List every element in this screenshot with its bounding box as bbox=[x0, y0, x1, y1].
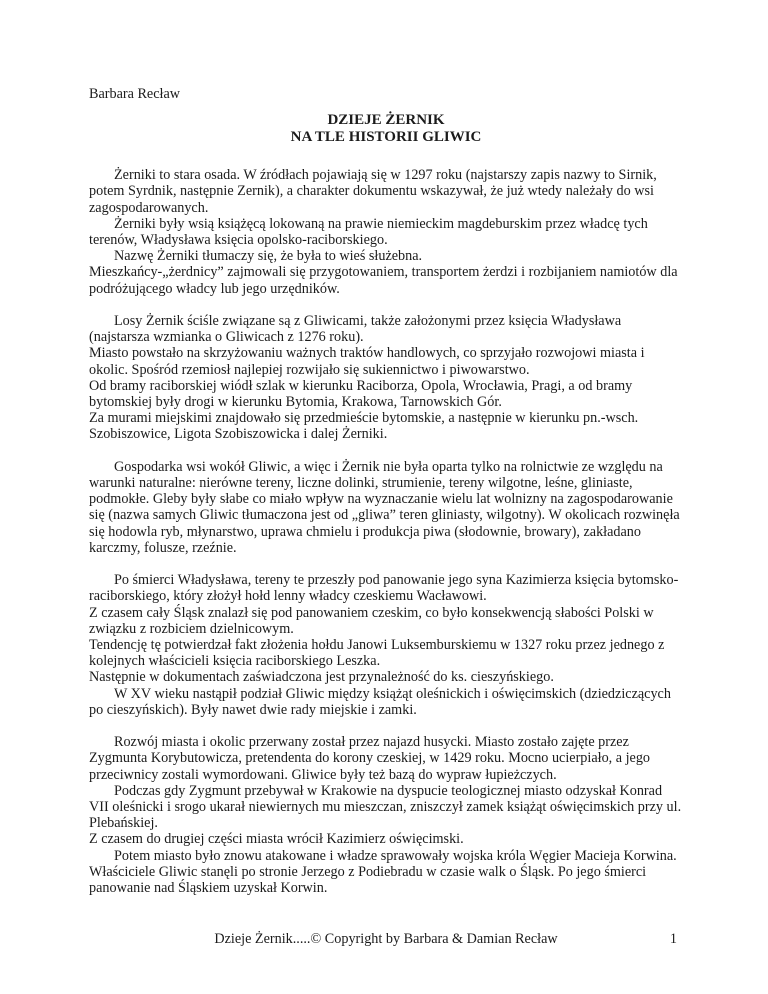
paragraph: Od bramy raciborskiej wiódł szlak w kierunku Raciborza, Opola, Wrocławia, Pragi, a od bramy bytomskiej były drogi w kierunku Bytomia, Krakowa, Tarnowskich Gór. bbox=[89, 377, 633, 411]
paragraph: Z czasem do drugiej części miasta wrócił Kazimierz oświęcimski. bbox=[89, 831, 464, 848]
paragraph: Potem miasto było znowu atakowane i władze sprawowały wojska króla Węgier Macieja Korwina. Właściciele Gliwic stanęli po stronie Jerzego z Podiebradu w czasie walk o Śląsk. Po jego śmierci panowanie nad Śląskiem uzyskał Korwin. bbox=[89, 847, 677, 897]
paragraph: Za murami miejskimi znajdowało się przedmieście bytomskie, a następnie w kierunku pn.-wsch. Szobiszowice, Ligota Szobiszowicka i dalej Żerniki. bbox=[89, 410, 639, 443]
document-content bbox=[89, 86, 683, 896]
paragraph: Mieszkańcy-„żerdnicy” zajmowali się przygotowaniem, transportem żerdzi i rozbijaniem namiotów dla podróżującego władcy lub jego urzędników. bbox=[89, 264, 678, 297]
paragraph: Podczas gdy Zygmunt przebywał w Krakowie na dyspucie teologicznej miasto odzyskał Konrad VII oleśnicki i srogo ukarał niewiernych mu mieszczan, zniszczył zamek książąt oświęcimskich przy ul. Plebańskiej. bbox=[89, 782, 682, 832]
paragraph: Nazwę Żerniki tłumaczy się, że była to wieś służebna. bbox=[114, 248, 423, 265]
paragraph: Następnie w dokumentach zaświadczona jest przynależność do ks. cieszyńskiego. bbox=[89, 669, 554, 686]
paragraph: Gospodarka wsi wokół Gliwic, a więc i Żernik nie była oparta tylko na rolnictwie ze względu na warunki naturalne: nierówne tereny, liczne dolinki, strumienie, tereny wilgotne, leśne, gliniaste, podmokłe. Gleby były słabe co miało wpływ na wyznaczanie wielu lat wolnizny na zagospodarowanie się (nazwa samych Gliwic tłumaczona jest od „gliwa” teren gliniasty, wilgotny). W okolicach rozwinęła się hodowla ryb, młynarstwo, uprawa chmielu i produkcja piwa (słodownie, browary), zakładano karczmy, folusze, rzeźnie. bbox=[89, 458, 680, 556]
document-title-line-1: DZIEJE ŻERNIK bbox=[327, 112, 445, 129]
paragraph: Tendencję tę potwierdzał fakt złożenia hołdu Janowi Luksemburskiemu w 1327 roku przez jednego z kolejnych właścicieli księcia raciborskiego Leszka. bbox=[89, 637, 665, 670]
paragraph: Żerniki były wsią książęcą lokowaną na prawie niemieckim magdeburskim przez władcę tych terenów, Władysława księcia opolsko-raciborskiego. bbox=[89, 215, 648, 249]
document-title bbox=[89, 112, 683, 145]
paragraph: Rozwój miasta i okolic przerwany został przez najazd husycki. Miasto zostało zajęte przez Zygmunta Korybutowicza, pretendenta do korony czeskiej, w 1429 roku. Mocno ucierpiało, a jego przeciwnicy zostali wymordowani. Gliwice były też bazą do wypraw łupieżczych. bbox=[89, 734, 651, 783]
author-line: Barbara Recław bbox=[89, 86, 180, 102]
page-footer bbox=[89, 931, 683, 947]
page-number: 1 bbox=[669, 931, 677, 947]
paragraph: W XV wieku nastąpił podział Gliwic między książąt oleśnickich i oświęcimskich (dziedziczących po cieszyńskich). Były nawet dwie rady miejskie i zamki. bbox=[89, 685, 671, 718]
footer-text: Dzieje Żernik.....© Copyright by Barbara & Damian Recław bbox=[214, 931, 558, 947]
document-body bbox=[89, 167, 683, 896]
document-title-line-2: NA TLE HISTORII GLIWIC bbox=[290, 128, 482, 145]
paragraph: Miasto powstało na skrzyżowaniu ważnych traktów handlowych, co sprzyjało rozwojowi miasta i okolic. Spośród rzemiosł najlepiej rozwijało się sukiennictwo i piwowarstwo. bbox=[89, 345, 645, 378]
paragraph: Po śmierci Władysława, tereny te przeszły pod panowanie jego syna Kazimierza księcia bytomsko-raciborskiego, który złożył hołd lenny władcy czeskiemu Wacławowi. bbox=[89, 572, 679, 605]
paragraph: Losy Żernik ściśle związane są z Gliwicami, także założonymi przez księcia Władysława (najstarsza wzmianka o Gliwicach z 1276 roku). bbox=[89, 313, 622, 346]
paragraph: Z czasem cały Śląsk znalazł się pod panowaniem czeskim, co było konsekwencją słabości Polski w związku z rozbiciem dzielnicowym. bbox=[89, 604, 654, 637]
paragraph: Żerniki to stara osada. W źródłach pojawiają się w 1297 roku (najstarszy zapis nazwy to Sirnik, potem Syrdnik, następnie Zernik), a charakter dokumentu wskazywał, że już wtedy należały do wsi zagospodarowanych. bbox=[89, 167, 657, 216]
